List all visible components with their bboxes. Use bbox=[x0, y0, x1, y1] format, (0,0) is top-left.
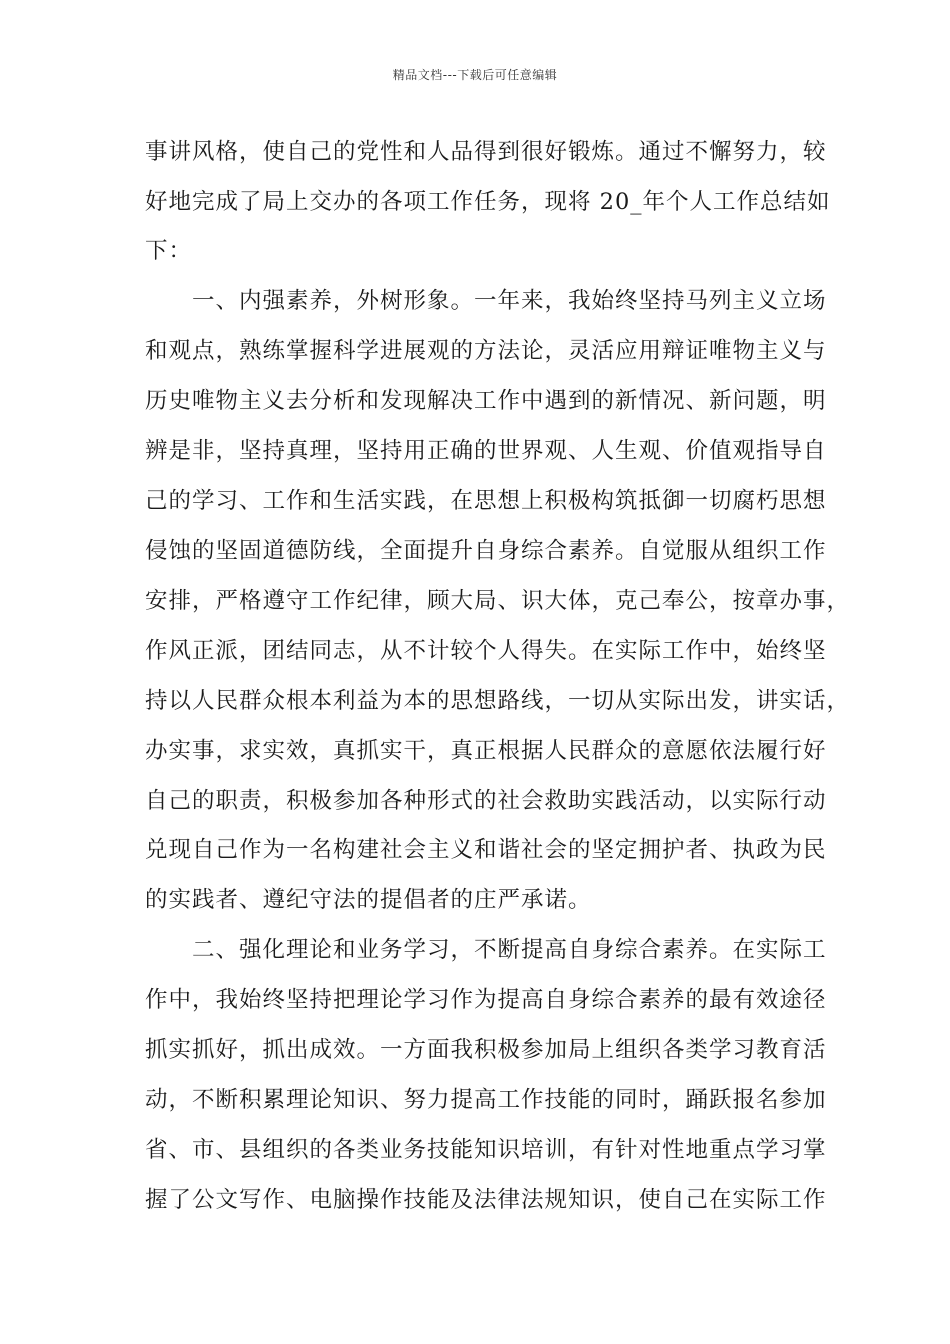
body-line: 抓实抓好，抓出成效。一方面我积极参加局上组织各类学习教育活 bbox=[145, 1037, 827, 1063]
body-line: 省、市、县组织的各类业务技能知识培训，有针对性地重点学习掌 bbox=[145, 1137, 827, 1163]
body-line: 持以人民群众根本利益为本的思想路线，一切从实际出发，讲实话， bbox=[145, 688, 851, 714]
body-line: 办实事，求实效，真抓实干，真正根据人民群众的意愿依法履行好 bbox=[145, 738, 827, 764]
body-line: 己的学习、工作和生活实践，在思想上积极构筑抵御一切腐朽思想 bbox=[145, 488, 827, 514]
body-line: 好地完成了局上交办的各项工作任务，现将 20_年个人工作总结如 bbox=[145, 189, 831, 215]
body-line: 辨是非，坚持真理，坚持用正确的世界观、人生观、价值观指导自 bbox=[145, 438, 827, 464]
body-line: 动，不断积累理论知识、努力提高工作技能的同时，踊跃报名参加 bbox=[145, 1087, 827, 1113]
page-header: 精品文档---下载后可任意编辑 bbox=[392, 68, 558, 82]
body-line: 自己的职责，积极参加各种形式的社会救助实践活动，以实际行动 bbox=[145, 788, 827, 814]
body-line: 历史唯物主义去分析和发现解决工作中遇到的新情况、新问题，明 bbox=[145, 388, 827, 414]
body-line: 的实践者、遵纪守法的提倡者的庄严承诺。 bbox=[145, 887, 592, 913]
body-line: 事讲风格，使自己的党性和人品得到很好锻炼。通过不懈努力，较 bbox=[145, 139, 827, 165]
body-line: 作中，我始终坚持把理论学习作为提高自身综合素养的最有效途径 bbox=[145, 987, 827, 1013]
body-line: 侵蚀的坚固道德防线，全面提升自身综合素养。自觉服从组织工作 bbox=[145, 538, 827, 564]
body-line: 下： bbox=[145, 238, 193, 264]
body-line: 二、强化理论和业务学习，不断提高自身综合素养。在实际工 bbox=[145, 937, 827, 963]
body-line: 兑现自己作为一名构建社会主义和谐社会的坚定拥护者、执政为民 bbox=[145, 837, 827, 863]
body-line: 握了公文写作、电脑操作技能及法律法规知识，使自己在实际工作 bbox=[145, 1187, 827, 1213]
body-line: 作风正派，团结同志，从不计较个人得失。在实际工作中，始终坚 bbox=[145, 638, 827, 664]
body-line: 安排，严格遵守工作纪律，顾大局、识大体，克己奉公，按章办事， bbox=[145, 588, 851, 614]
body-line: 一、内强素养，外树形象。一年来，我始终坚持马列主义立场 bbox=[145, 288, 827, 314]
body-line: 和观点，熟练掌握科学进展观的方法论，灵活应用辩证唯物主义与 bbox=[145, 338, 827, 364]
